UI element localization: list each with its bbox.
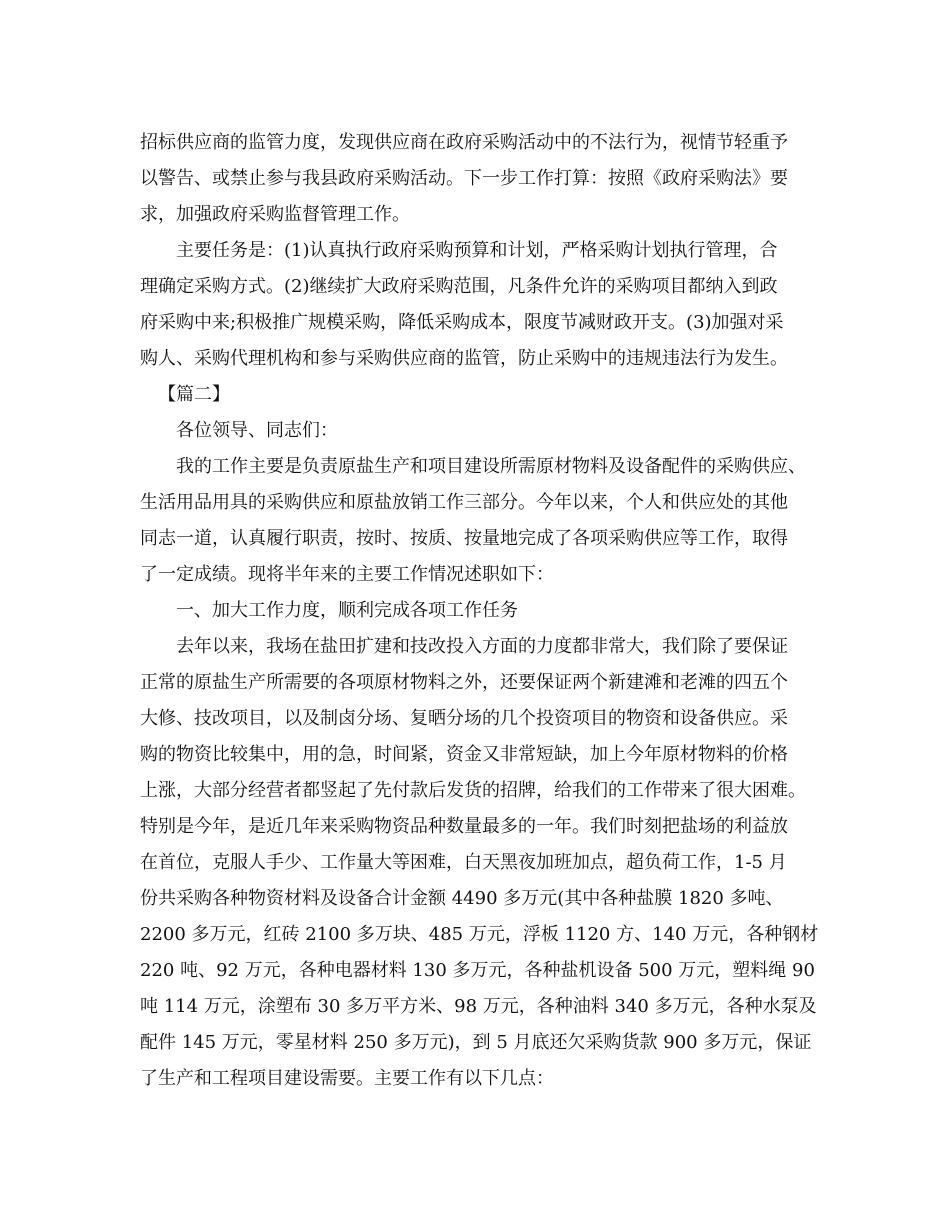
- text-line: 了生产和工程项目建设需要。主要工作有以下几点：: [140, 1068, 554, 1089]
- paragraph-first-line: 去年以来，我场在盐田扩建和技改投入方面的力度都非常大，我们除了要保证: [176, 636, 788, 657]
- text-line: 大修、技改项目，以及制卤分场、复晒分场的几个投资项目的物资和设备供应。采: [140, 708, 788, 729]
- text-line: 在首位，克服人手少、工作量大等困难，白天黑夜加班加点，超负荷工作，1-5 月: [140, 852, 787, 873]
- text-line: 购的物资比较集中，用的急，时间紧，资金又非常短缺，加上今年原材物料的价格: [140, 744, 788, 765]
- text-line: 招标供应商的监管力度，发现供应商在政府采购活动中的不法行为，视情节轻重予: [140, 132, 788, 153]
- section-heading: 【篇二】: [158, 384, 230, 405]
- text-line: 份共采购各种物资材料及设备合计金额 4490 多万元(其中各种盐膜 1820 多吨、: [140, 888, 784, 909]
- text-line: 配件 145 万元，零星材料 250 多万元)，到 5 月底还欠采购货款 900 多万元，保证: [140, 1032, 812, 1053]
- text-line: 理确定采购方式。(2)继续扩大政府采购范围，凡条件允许的采购项目都纳入到政: [140, 276, 778, 297]
- text-line: 了一定成绩。现将半年来的主要工作情况述职如下：: [140, 564, 554, 585]
- text-line: 同志一道，认真履行职责，按时、按质、按量地完成了各项采购供应等工作，取得: [140, 528, 788, 549]
- text-line: 吨 114 万元，涂塑布 30 多万平方米、98 万元，各种油料 340 多万元，各种水泵及: [140, 996, 817, 1017]
- text-line: 以警告、或禁止参与我县政府采购活动。下一步工作打算：按照《政府采购法》要: [140, 168, 788, 189]
- text-line: 购人、采购代理机构和参与采购供应商的监管，防止采购中的违规违法行为发生。: [140, 348, 788, 369]
- paragraph-first-line: 主要任务是：(1)认真执行政府采购预算和计划，严格采购计划执行管理，合: [176, 240, 778, 261]
- text-line: 特别是今年，是近几年来采购物资品种数量最多的一年。我们时刻把盐场的利益放: [140, 816, 788, 837]
- salutation: 各位领导、同志们：: [176, 420, 338, 441]
- paragraph-first-line: 我的工作主要是负责原盐生产和项目建设所需原材物料及设备配件的采购供应、: [176, 456, 806, 477]
- text-line: 220 吨、92 万元，各种电器材料 130 多万元，各种盐机设备 500 万元，塑料绳 90: [140, 960, 815, 981]
- subsection-heading: 一、加大工作力度，顺利完成各项工作任务: [176, 600, 518, 621]
- text-line: 正常的原盐生产所需要的各项原材物料之外，还要保证两个新建滩和老滩的四五个: [140, 672, 788, 693]
- text-line: 府采购中来;积极推广规模采购，降低采购成本，限度节减财政开支。(3)加强对采: [140, 312, 784, 333]
- text-line: 求，加强政府采购监督管理工作。: [140, 204, 410, 225]
- text-line: 生活用品用具的采购供应和原盐放销工作三部分。今年以来，个人和供应处的其他: [140, 492, 788, 513]
- text-line: 上涨，大部分经营者都竖起了先付款后发货的招牌，给我们的工作带来了很大困难。: [140, 780, 806, 801]
- text-line: 2200 多万元，红砖 2100 多万块、485 万元，浮板 1120 方、140 万元，各种钢材: [140, 924, 819, 945]
